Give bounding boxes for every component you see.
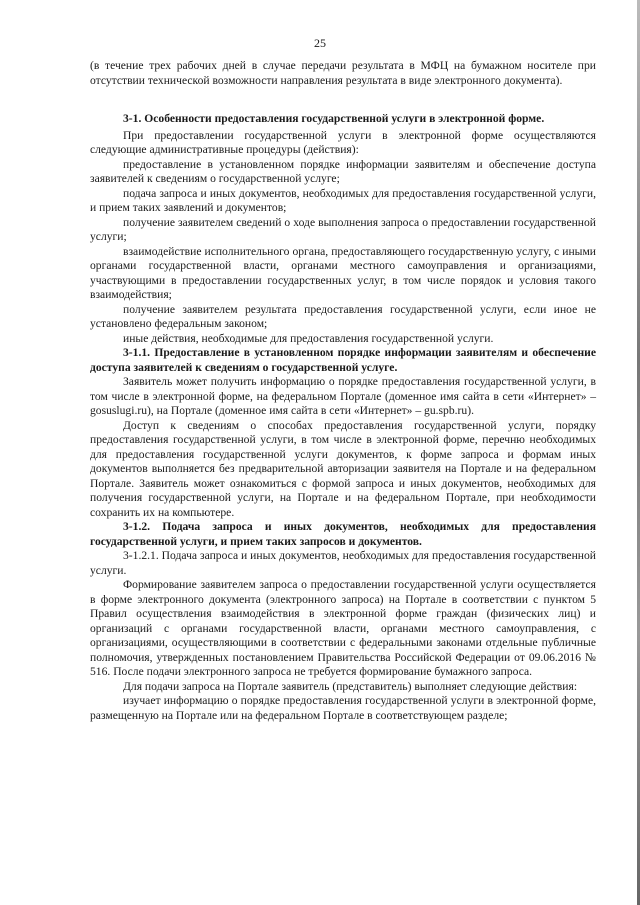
paragraph-result-transfer: (в течение трех рабочих дней в случае передачи результата в МФЦ на бумажном носителе при отсутствии технической возможности направления результата в виде электронного документа). xyxy=(90,59,596,87)
section-heading-3-1: 3-1. Особенности предоставления государственной услуги в электронной форме. xyxy=(123,112,545,125)
section-heading-3-1-2: 3-1.2. Подача запроса и иных документов, необходимых для предоставления государственной услуги, и прием таких запросов и документов. xyxy=(90,520,596,548)
page-number: 25 xyxy=(314,36,326,50)
list-item-interaction: взаимодействие исполнительного органа, предоставляющего государственную услугу, с иными органами государственной власти, органами местного самоуправления и организациями, участвующими в предоставлении государственных услуг, в том числе порядок и условия такого взаимодействия; xyxy=(90,244,596,301)
paragraph-info-portals: Заявитель может получить информацию о порядке предоставления государственной услуги, в том числе в электронной форме, на федеральном Портале (доменное имя сайта в сети «Интернет» – gosuslugi.ru), на Портале (доменное имя сайта в сети «Интернет» – gu.spb.ru). xyxy=(90,375,596,417)
paragraph-portal-actions-intro: Для подачи запроса на Портале заявитель (представитель) выполняет следующие действия: xyxy=(123,679,578,693)
section-heading-3-1-1: 3-1.1. Предоставление в установленном порядке информации заявителям и обеспечение доступа заявителей к сведениям о государственной услуге. xyxy=(90,346,596,374)
paragraph-access-info: Доступ к сведениям о способах предоставления государственной услуги, порядку предоставления государственной услуги, в том числе в электронной форме, перечню необходимых для предоставления государственной услуги документов, к форме запроса и формам иных документов выполняется без предварительной авторизации заявителя на Портале и на федеральном Портале. Заявитель может ознакомиться с формой запроса и иных документов, необходимых для получения государственной услуги, на Портале и на федеральном Портале, при необходимости сохранить их на компьютере. xyxy=(90,418,596,519)
list-item-request-submission: подача запроса и иных документов, необходимых для предоставления государственной услуги, и прием таких заявлений и документов; xyxy=(90,186,596,214)
list-item-study-info: изучает информацию о порядке предоставления государственной услуги в электронной форме, размещенную на Портале или на федеральном Портале в соответствующем разделе; xyxy=(90,694,596,722)
list-item-result-receipt: получение заявителем результата предоставления государственной услуги, если иное не установлено федеральным законом; xyxy=(90,302,596,330)
list-item-info-provision: предоставление в установленном порядке информации заявителям и обеспечение доступа заявителей к сведениям о государственной услуге; xyxy=(90,157,596,185)
subsection-3-1-2-1: 3-1.2.1. Подача запроса и иных документов, необходимых для предоставления государственной услуги. xyxy=(90,549,596,577)
paragraph-request-forming: Формирование заявителем запроса о предоставлении государственной услуги осуществляется в форме электронного документа (электронного запроса) на Портале в соответствии с пунктом 5 Правил осуществления взаимодействия в электронной форме граждан (физических лиц) и организаций с органами государственной власти, органами местного самоуправления, с организациями, осуществляющими в соответствии с федеральными законами отдельные публичные полномочия, утвержденных постановлением Правительства Российской Федерации от 09.06.2016 № 516. После подачи электронного запроса не требуется формирование бумажного запроса. xyxy=(90,578,596,678)
document-body xyxy=(90,59,596,723)
paragraph-procedures-intro: При предоставлении государственной услуги в электронной форме осуществляются следующие административные процедуры (действия): xyxy=(90,128,596,156)
list-item-status-info: получение заявителем сведений о ходе выполнения запроса о предоставлении государственной услуги; xyxy=(90,215,596,243)
list-item-other-actions: иные действия, необходимые для предоставления государственной услуги. xyxy=(123,331,494,345)
